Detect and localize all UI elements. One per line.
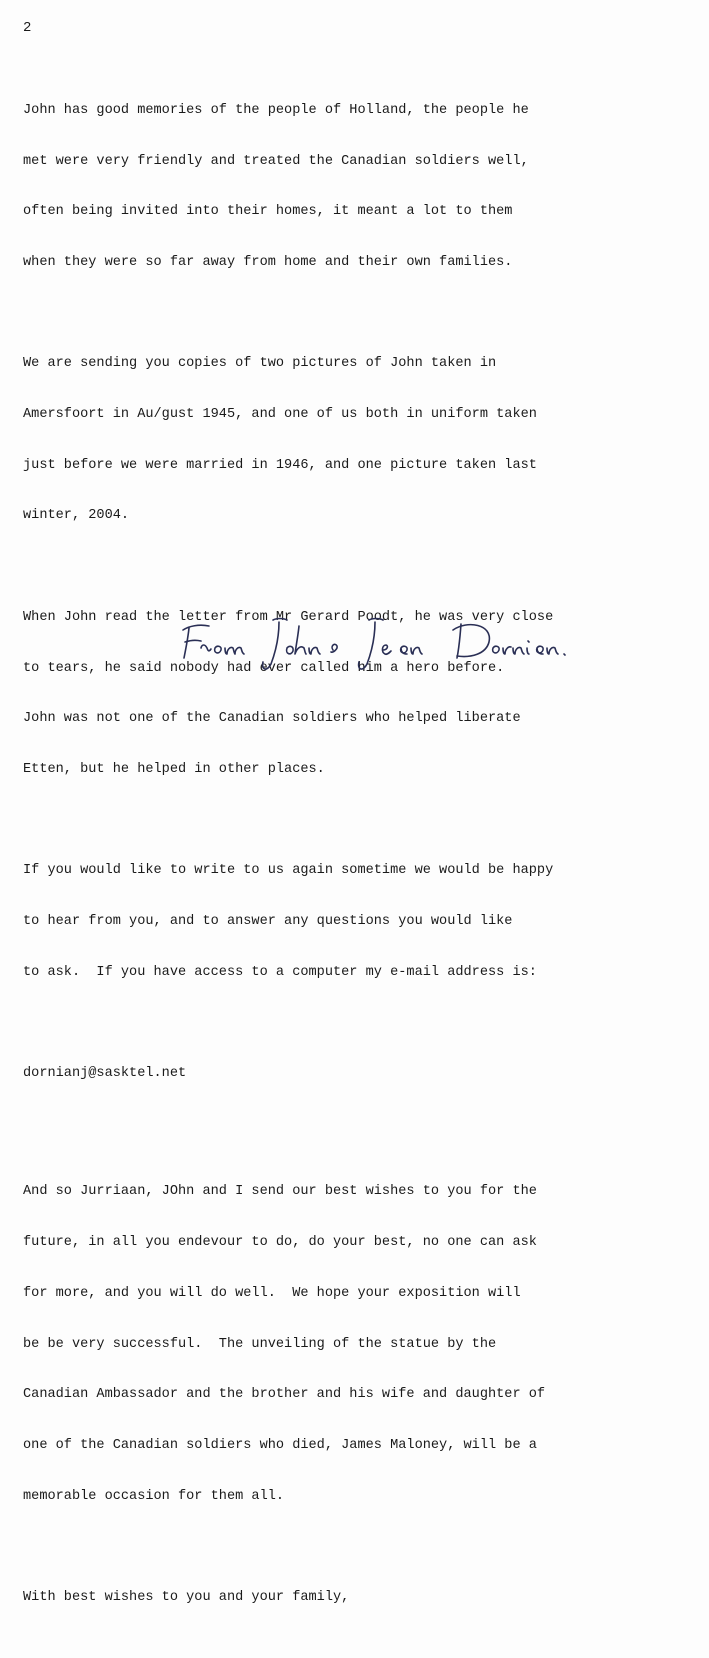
paragraph-contact [23,830,703,1016]
text-line: met were very friendly and treated the Canadian soldiers well, [23,153,529,169]
text-line: to ask. If you have access to a computer my e-mail address is: [23,964,537,980]
text-line: be be very successful. The unveiling of the statue by the [23,1336,497,1352]
letter-body [23,69,703,1658]
paragraph-best-wishes [23,1151,703,1540]
text-line: Etten, but he helped in other places. [23,761,325,777]
text-line: one of the Canadian soldiers who died, James Maloney, will be a [23,1438,537,1453]
paragraph-pictures [23,323,703,560]
text-line: to tears, he said nobody had ever called him a hero before. [23,660,505,676]
text-line: memorable occasion for them all. [23,1488,285,1504]
closing-line: With best wishes to you and your family, [23,1590,350,1606]
paragraph-memories [23,69,703,306]
paragraph-email [23,1032,703,1117]
page-number: 2 [23,20,32,36]
text-line: when they were so far away from home and their own families. [23,254,513,270]
email-address: dornianj@sasktel.net [23,1066,187,1082]
handwritten-signature [175,608,595,678]
text-line: We are sending you copies of two pictures of John taken in [23,356,497,372]
text-line: winter, 2004. [23,508,130,524]
text-line: to hear from you, and to answer any questions you would like [23,914,513,930]
text-line: future, in all you endevour to do, do your best, no one can ask [23,1235,537,1251]
text-line: just before we were married in 1946, and one picture taken last [23,457,537,473]
text-line: And so Jurriaan, JOhn and I send our best wishes to you for the [23,1184,537,1200]
text-line: John was not one of the Canadian soldiers who helped liberate [23,711,521,727]
text-line: If you would like to write to us again sometime we would be happy [23,863,554,879]
text-line: When John read the letter from Mr Gerard Poodt, he was very close [23,609,554,625]
text-line: often being invited into their homes, it meant a lot to them [23,204,513,220]
text-line: John has good memories of the people of Holland, the people he [23,102,529,118]
paragraph-closing [23,1556,703,1641]
text-line: for more, and you will do well. We hope your exposition will [23,1285,521,1301]
text-line: Amersfoort in Au/gust 1945, and one of us both in uniform taken [23,407,537,423]
text-line: Canadian Ambassador and the brother and his wife and daughter of [23,1387,546,1403]
